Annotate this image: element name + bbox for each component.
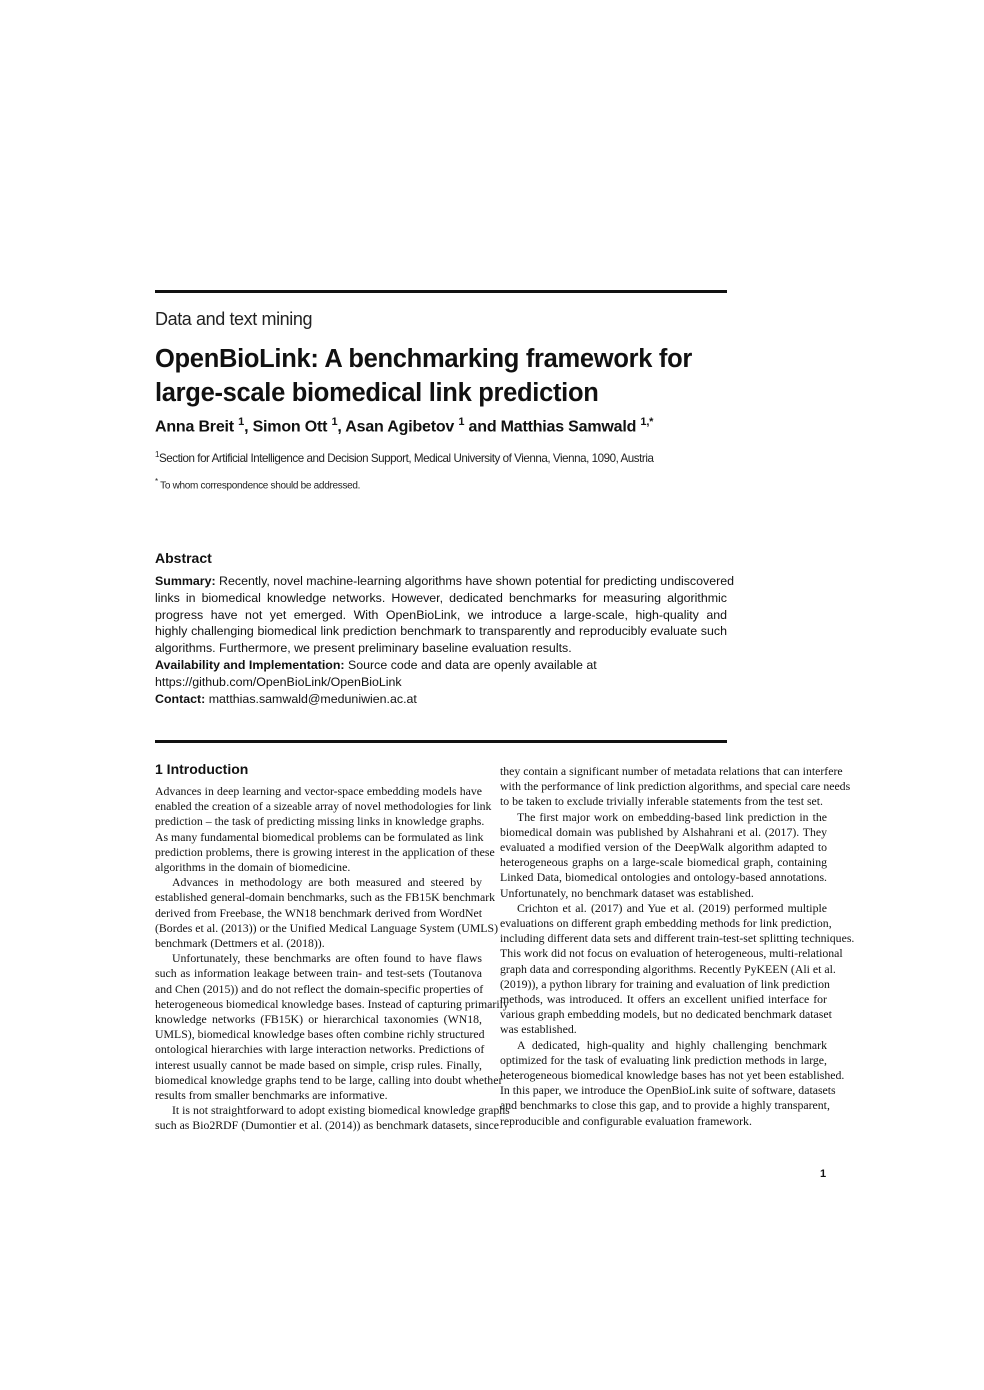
- text-line: optimized for the task of evaluating link prediction methods in large,: [500, 1052, 827, 1067]
- affiliation: [155, 450, 653, 465]
- text-line: and Chen (2015)) and do not reflect the domain-specific properties of: [155, 981, 484, 996]
- section-label: Data and text mining: [155, 309, 313, 329]
- paragraph: [155, 784, 495, 875]
- paragraph: [500, 900, 855, 1038]
- text-line: As many fundamental biomedical problems can be formulated as link: [155, 829, 484, 844]
- paper-title: [155, 342, 692, 410]
- text-line: ontological hierarchies with large interaction networks. Predictions of: [155, 1042, 485, 1057]
- text-line: biomedical knowledge graphs tend to be large, calling into doubt whether: [155, 1072, 503, 1087]
- text-line: Unfortunately, these benchmarks are often found to have flaws: [172, 951, 482, 966]
- text-line: UMLS), biomedical knowledge bases often combine richly structured: [155, 1027, 485, 1042]
- abstract-text: Recently, novel machine-learning algorithms have shown potential for predicting undiscovered: [215, 574, 735, 588]
- text-line: algorithms in the domain of biomedicine.: [155, 860, 351, 875]
- author-separator: ,: [244, 418, 253, 436]
- text-line: prediction problems, there is growing interest in the application of these: [155, 844, 495, 859]
- left-column: [155, 784, 510, 1134]
- paragraph: [500, 764, 851, 810]
- text-line: including different data sets and different train-test-set splitting techniques.: [500, 931, 855, 946]
- text-line: A dedicated, high-quality and highly challenging benchmark: [517, 1037, 827, 1052]
- abstract-body: [155, 573, 735, 707]
- text-line: Unfortunately, no benchmark dataset was established.: [500, 885, 754, 900]
- affiliation-text: Section for Artificial Intelligence and Decision Support, Medical University of Vienna, Vienna, 1090, Austria: [159, 451, 654, 465]
- affiliation-mark: 1: [155, 450, 159, 459]
- text-line: evaluations on different graph embedding methods for link prediction,: [500, 916, 832, 931]
- top-rule: [155, 290, 727, 293]
- text-line: heterogeneous graphs on a large-scale biomedical graph, containing: [500, 855, 827, 870]
- correspondence-mark: *: [155, 477, 158, 486]
- abstract-bottom-rule: [155, 740, 727, 743]
- text-line: such as information leakage between train- and test-sets (Toutanova: [155, 966, 482, 981]
- text-line: The first major work on embedding-based link prediction in the: [517, 809, 827, 824]
- text-line: methods, was introduced. It offers an excellent unified interface for: [500, 992, 827, 1007]
- text-line: enabled the creation of a sizeable array of novel methodologies for link: [155, 799, 492, 814]
- text-line: heterogeneous biomedical knowledge bases. Instead of capturing primarily: [155, 996, 509, 1011]
- paragraph: [155, 1103, 510, 1133]
- availability-line: [155, 657, 727, 674]
- author-name: Anna Breit: [155, 418, 234, 436]
- correspondence-note: [155, 477, 360, 491]
- repository-link[interactable]: https://github.com/OpenBioLink/OpenBioLink: [155, 674, 402, 689]
- text-line: evaluated a modified version of the DeepWalk algorithm adapted to: [500, 840, 827, 855]
- author-name: Matthias Samwald: [500, 418, 637, 436]
- text-line: In this paper, we introduce the OpenBioLink suite of software, datasets: [500, 1083, 836, 1098]
- text-line: results from smaller benchmarks are informative.: [155, 1088, 388, 1103]
- author-separator: ,: [337, 418, 346, 436]
- text-line: This work did not focus on evaluation of heterogeneous, multi-relational: [500, 946, 843, 961]
- text-line: reproducible and configurable evaluation framework.: [500, 1113, 752, 1128]
- author-list: [155, 416, 653, 436]
- paragraph: [155, 951, 509, 1103]
- abstract-line: links in biomedical knowledge networks. However, dedicated benchmarks for measuring algorithmic: [155, 590, 727, 605]
- author-affiliation-mark: 1: [458, 416, 465, 428]
- text-line: such as Bio2RDF (Dumontier et al. (2014)) as benchmark datasets, since: [155, 1118, 499, 1133]
- text-line: heterogeneous biomedical knowledge bases has not yet been established.: [500, 1068, 845, 1083]
- availability-text: Source code and data are openly available at: [344, 657, 597, 672]
- title-line: OpenBioLink: A benchmarking framework for: [155, 345, 692, 373]
- abstract-heading: Abstract: [155, 550, 212, 566]
- text-line: knowledge networks (FB15K) or hierarchical taxonomies (WN18,: [155, 1012, 482, 1027]
- contact-email[interactable]: matthias.samwald@meduniwien.ac.at: [205, 691, 417, 706]
- text-line: Advances in methodology are both measured and steered by: [172, 875, 482, 890]
- author-affiliation-mark: 1: [331, 416, 338, 428]
- text-line: interest usually cannot be made based on simple, crisp rules. Finally,: [155, 1057, 482, 1072]
- text-line: It is not straightforward to adopt existing biomedical knowledge graphs: [172, 1103, 510, 1118]
- author-separator: and: [464, 418, 501, 436]
- text-line: Crichton et al. (2017) and Yue et al. (2019) performed multiple: [517, 900, 827, 915]
- text-line: was established.: [500, 1022, 577, 1037]
- title-line: large-scale biomedical link prediction: [155, 379, 599, 407]
- right-column: [500, 764, 855, 1129]
- text-line: to be taken to exclude trivially inferable statements from the test set.: [500, 794, 823, 809]
- author-name: Simon Ott: [252, 418, 328, 436]
- text-line: established general-domain benchmarks, such as the FB15K benchmark: [155, 890, 496, 905]
- text-line: with the performance of link prediction algorithms, and special care needs: [500, 779, 851, 794]
- text-line: derived from Freebase, the WN18 benchmark derived from WordNet: [155, 905, 482, 920]
- author-affiliation-mark: 1,*: [640, 416, 654, 428]
- availability-label: Availability and Implementation:: [155, 657, 345, 672]
- paragraph: [500, 810, 827, 901]
- author-name: Asan Agibetov: [345, 418, 455, 436]
- text-line: various graph embedding models, but no dedicated benchmark dataset: [500, 1007, 832, 1022]
- text-line: graph data and corresponding algorithms. Recently PyKEEN (Ali et al.: [500, 961, 836, 976]
- summary-label: Summary:: [155, 574, 216, 588]
- author-affiliation-mark: 1: [238, 416, 245, 428]
- correspondence-text: To whom correspondence should be addressed.: [160, 480, 361, 492]
- abstract-line: algorithms. Furthermore, we present preliminary baseline evaluation results.: [155, 641, 572, 656]
- text-line: (Bordes et al. (2013)) or the Unified Medical Language System (UMLS): [155, 920, 499, 935]
- text-line: (2019)), a python library for training and evaluation of link prediction: [500, 976, 830, 991]
- section-heading-introduction: 1 Introduction: [155, 761, 249, 777]
- text-line: and benchmarks to close this gap, and to provide a highly transparent,: [500, 1098, 830, 1113]
- abstract-line: progress have not yet emerged. With OpenBioLink, we introduce a large-scale, high-quality and: [155, 607, 727, 622]
- text-line: they contain a significant number of metadata relations that can interfere: [500, 764, 843, 778]
- text-line: Linked Data, biomedical ontologies and ontology-based annotations.: [500, 870, 827, 885]
- text-line: Advances in deep learning and vector-space embedding models have: [155, 784, 482, 798]
- abstract-line: highly challenging biomedical link prediction benchmark to transparently and reproducibly evaluate such: [155, 624, 727, 639]
- contact-line: [155, 691, 727, 708]
- page-number: 1: [820, 1168, 827, 1180]
- text-line: biomedical domain was published by Alshahrani et al. (2017). They: [500, 824, 827, 839]
- text-line: prediction – the task of predicting missing links in knowledge graphs.: [155, 814, 485, 829]
- contact-label: Contact:: [155, 691, 206, 706]
- text-line: benchmark (Dettmers et al. (2018)).: [155, 936, 325, 951]
- abstract-line: [155, 573, 735, 590]
- paragraph: [155, 875, 499, 951]
- paragraph: [500, 1037, 845, 1129]
